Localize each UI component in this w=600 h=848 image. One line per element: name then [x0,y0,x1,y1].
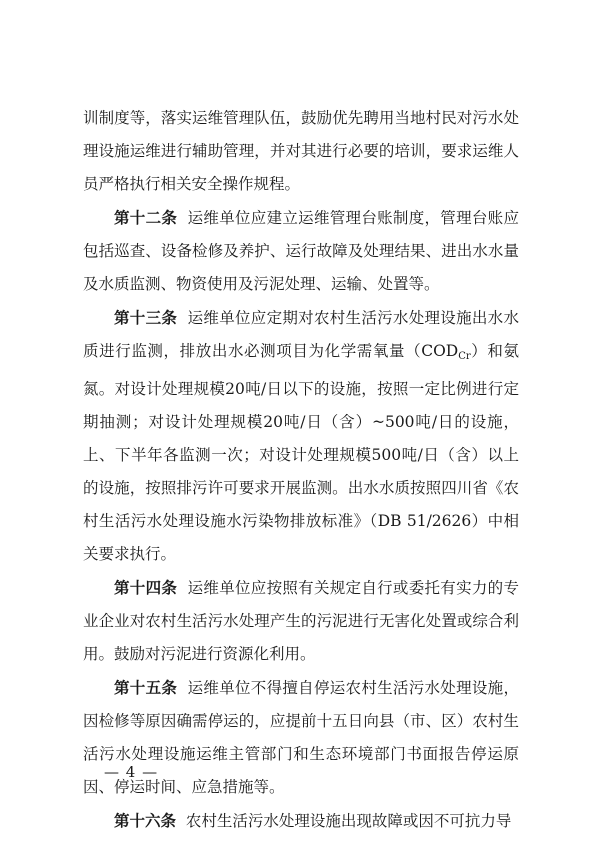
article-heading: 第十五条 [114,678,178,697]
article-heading: 第十三条 [114,308,178,327]
article-text: 农村生活污水处理设施出现故障或因不可抗力导 [185,812,512,830]
article-15 [83,671,519,804]
article-heading: 第十六条 [114,811,177,830]
document-body [83,102,519,838]
article-text-after: ）和氨氮。对设计处理规模20吨/日以下的设施，按照一定比例进行定期抽测；对设计处理规模20吨/日（含）~500吨/日的设施，上、下半年各监测一次；对设计处理规模500吨/日（含）以上的设施，按照排污许可要求开展监测。出水水质按照四川省《农村生活污水处理设施水污染物排放标准》（DB 51/2626）中相关要求执行。 [83,342,519,563]
article-16 [83,804,519,838]
page-number: — 4 — [104,763,159,781]
article-text-before: 运维单位应定期对农村生活污水处理设施出水水质进行监测，排放出水必测项目为化学需氧量（COD [83,309,519,360]
article-14 [83,571,519,671]
article-heading: 第十四条 [114,578,178,597]
paragraph-continuation [83,102,519,201]
cod-subscript: Cr [458,351,471,362]
article-text: 运维单位应按照有关规定自行或委托有实力的专业企业对农村生活污水处理产生的污泥进行无害化处置或综合利用。鼓励对污泥进行资源化利用。 [83,579,519,663]
article-12 [83,201,519,301]
paragraph-text: 训制度等，落实运维管理队伍，鼓励优先聘用当地村民对污水处理设施运维进行辅助管理，并对其进行必要的培训，要求运维人员严格执行相关安全操作规程。 [83,109,519,193]
article-text: 运维单位不得擅自停运农村生活污水处理设施，因检修等原因确需停运的，应提前十五日向县（市、区）农村生活污水处理设施运维主管部门和生态环境部门书面报告停运原因、停运时间、应急措施等。 [83,679,519,796]
article-heading: 第十二条 [114,208,178,227]
article-13 [83,301,519,571]
article-text: 运维单位应建立运维管理台账制度，管理台账应包括巡查、设备检修及养护、运行故障及处理结果、进出水水量及水质监测、物资使用及污泥处理、运输、处置等。 [83,209,519,293]
